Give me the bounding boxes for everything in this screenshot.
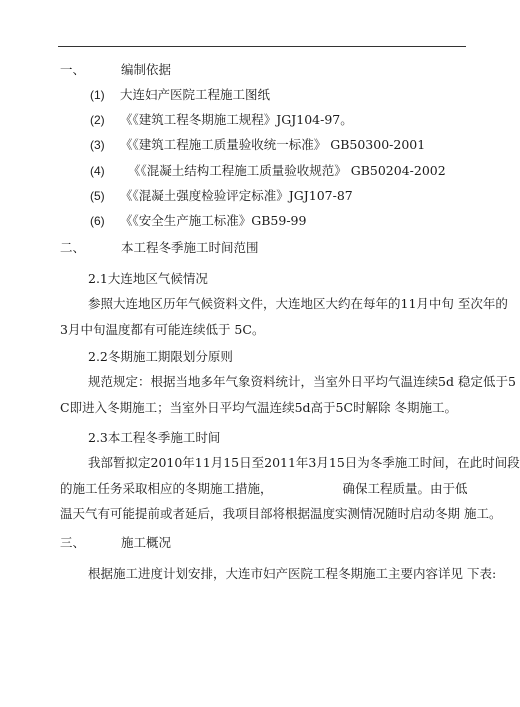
reference-item <box>90 213 306 229</box>
reference-text: 《《混凝土结构工程施工质量验收规范》 GB50204-2002 <box>128 163 446 178</box>
paragraph-fragment: 我部暂拟定2010年11月15日至2011年3月15日为冬季施工时间， <box>88 455 458 470</box>
paragraph-line <box>60 481 468 497</box>
section-title: 编制依据 <box>120 62 171 77</box>
reference-item <box>90 87 270 103</box>
header-rule <box>58 46 466 47</box>
section-number: 三、 <box>60 535 86 550</box>
reference-index: (6) <box>90 214 105 228</box>
subsection-heading: 2.1大连地区气候情况 <box>88 271 208 286</box>
paragraph-line: 温天气有可能提前或者延后，我项目部将根据温度实测情况随时启动冬期 施工。 <box>60 506 502 521</box>
reference-index: (5) <box>90 189 105 203</box>
section-number: 一、 <box>60 62 86 77</box>
section-heading-2 <box>60 240 259 256</box>
paragraph-line <box>88 374 516 390</box>
paragraph-line: 根据施工进度计划安排，大连市妇产医院工程冬期施工主要内容详见 下表: <box>88 566 497 581</box>
reference-text: 《《安全生产施工标准》GB59-99 <box>120 213 307 228</box>
paragraph-fragment: 的施工任务采取相应的冬期施工措施， <box>60 481 273 496</box>
paragraph-line: C即进入冬期施工；当室外日平均气温连续5d高于5C时解除 冬期施工。 <box>60 400 458 415</box>
section-heading-3 <box>60 535 171 551</box>
paragraph-fragment: 确保工程质量。由于低 <box>342 481 468 496</box>
reference-index: (3) <box>90 138 105 152</box>
reference-item <box>90 112 353 128</box>
paragraph-line: 参照大连地区历年气候资料文件，大连地区大约在每年的11月中旬 至次年的 <box>88 296 508 311</box>
section-title: 施工概况 <box>120 535 171 550</box>
reference-item <box>90 137 425 153</box>
reference-item <box>90 163 446 179</box>
reference-text: 《《建筑工程冬期施工规程》JGJ104-97。 <box>120 112 353 127</box>
reference-item <box>90 188 353 204</box>
reference-text: 大连妇产医院工程施工图纸 <box>120 87 271 102</box>
paragraph-line: 3月中旬温度都有可能连续低于 5C。 <box>60 322 265 337</box>
section-title: 本工程冬季施工时间范围 <box>120 240 259 255</box>
subsection-heading: 2.2冬期施工期限划分原则 <box>88 349 233 364</box>
paragraph-fragment: 规范规定：根据当地多年气象资料统计，当室外日平均气温连续 <box>88 374 439 389</box>
subsection-heading: 2.3本工程冬季施工时间 <box>88 430 221 445</box>
reference-index: (2) <box>90 113 105 127</box>
reference-text: 《《建筑工程施工质量验收统一标准》 GB50300-2001 <box>120 137 426 152</box>
section-number: 二、 <box>60 240 86 255</box>
reference-text: 《《混凝土强度检验评定标准》JGJ107-87 <box>120 188 353 203</box>
reference-index: (1) <box>90 88 105 102</box>
paragraph-fragment: 5d 稳定低于5 <box>438 374 516 389</box>
reference-index: (4) <box>90 164 105 178</box>
paragraph-fragment: 在此时间段 <box>457 455 520 470</box>
section-heading-1 <box>60 62 171 78</box>
paragraph-line <box>88 455 520 471</box>
